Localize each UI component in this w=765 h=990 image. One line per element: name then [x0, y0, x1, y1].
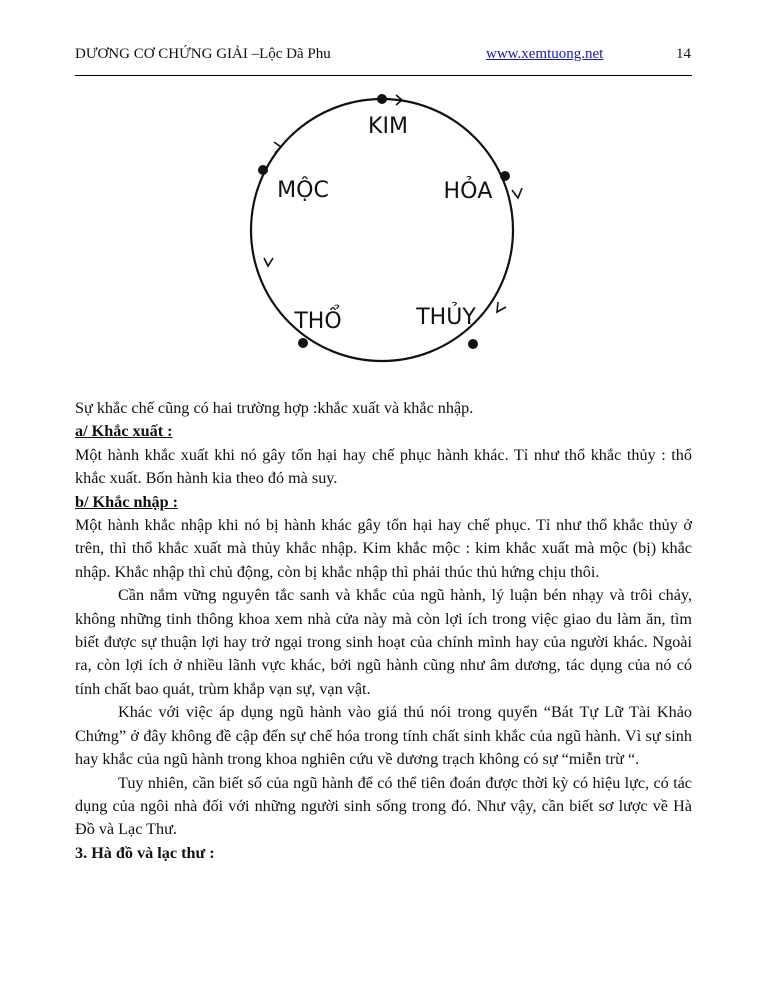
arrow-icon	[497, 302, 506, 312]
section-heading-ha-do: 3. Hà đồ và lạc thư :	[75, 843, 215, 862]
paragraph-principles: Cần nắm vững nguyên tắc sanh và khắc của ngũ hành, lý luận bén nhạy và trôi chảy, không những tinh thông khoa xem nhà cửa này mà còn lợi ích trong việc giao du làm ăn, tìm biết được sự thuận lợi hay trở ngại trong sinh hoạt của chính mình hay của người khác. Ngoài ra, còn lợi ích ở nhiều lãnh vực khác, bởi ngũ hành cũng như âm dương, tác dụng của nó có tính chất bao quát, trùm khắp vạn sự, vạn vật.	[75, 586, 692, 698]
paragraph-numbers: Tuy nhiên, cần biết số của ngũ hành để có thể tiên đoán được thời kỳ có hiệu lực, có tác dụng của ngôi nhà đối với những người sinh sống trong đó. Như vậy, cần biết sơ lược về Hà Đồ và Lạc Thư.	[75, 773, 692, 839]
five-elements-diagram	[240, 88, 540, 388]
arrow-icon	[512, 188, 522, 198]
arrow-icon	[274, 142, 281, 153]
node-moc	[258, 165, 268, 175]
label-thuy: THỦY	[416, 305, 476, 330]
website-link[interactable]: www.xemtuong.net	[486, 46, 604, 62]
node-hoa	[500, 171, 510, 181]
label-tho: THỔ	[294, 309, 342, 334]
header-divider	[75, 75, 692, 76]
paragraph-application: Khác với việc áp dụng ngũ hành vào giá thú nói trong quyển “Bát Tự Lữ Tài Khảo Chứng” ở đây không đề cập đến sự chế hóa trong tính chất sinh khắc của ngũ hành. Vì sự sinh hay khắc của ngũ hành trong khoa nghiên cứu về dương trạch không có sự “miễn trừ “.	[75, 703, 692, 769]
five-elements-cycle	[240, 88, 540, 388]
document-title: DƯƠNG CƠ CHỨNG GIẢI –Lộc Dã Phu	[75, 46, 331, 62]
label-moc: MỘC	[277, 178, 329, 203]
arrow-icon	[264, 258, 273, 266]
page-header	[75, 44, 692, 68]
paragraph-khac-nhap: Một hành khắc nhập khi nó bị hành khác gây tổn hại hay chế phục. Tỉ như thổ khắc thủy ở trên, thì thổ khắc xuất mà thủy khắc nhập. Kim khắc mộc : kim khắc xuất mà mộc (bị) khắc nhập. Khắc nhập thì chủ động, còn bị khắc nhập thì phải thúc thủ hứng chịu thôi.	[75, 516, 692, 581]
label-kim: KIM	[368, 114, 408, 139]
paragraph-khac-xuat: Một hành khắc xuất khi nó gây tổn hại hay chế phục hành khác. Tỉ như thổ khắc thủy : thổ khắc xuất. Bốn hành kia theo đó mà suy.	[75, 445, 692, 488]
node-thuy	[468, 339, 478, 349]
body-content	[75, 397, 692, 865]
paragraph-intro: Sự khắc chế cũng có hai trường hợp :khắc xuất và khắc nhập.	[75, 399, 474, 417]
subheading-khac-nhap: b/ Khắc nhập :	[75, 492, 179, 511]
subheading-khac-xuat: a/ Khắc xuất :	[75, 422, 173, 441]
page-number: 14	[676, 46, 691, 62]
node-tho	[298, 338, 308, 348]
node-kim	[377, 94, 387, 104]
label-hoa: HỎA	[443, 179, 493, 204]
